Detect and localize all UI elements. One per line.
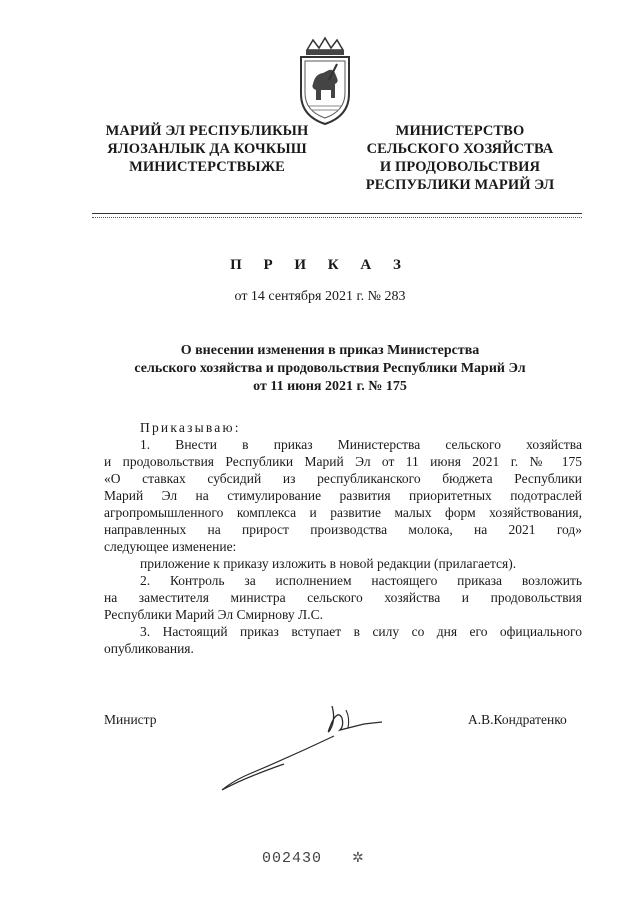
body-paragraph-1b: приложение к приказу изложить в новой редакции (прилагается).: [140, 556, 517, 571]
body-paragraph-1-line: 1. Внести в приказ Министерства сельского хозяйства: [140, 437, 582, 452]
body-paragraph-3-line: 3. Настоящий приказ вступает в силу со дня его официального: [140, 624, 582, 639]
document-body: [104, 419, 582, 657]
header-left-line: МАРИЙ ЭЛ РЕСПУБЛИКЫН: [105, 123, 309, 139]
body-paragraph-2-line: 2. Контроль за исполнением настоящего приказа возложить: [140, 573, 582, 588]
document-date-number: от 14 сентября 2021 г. № 283: [234, 289, 406, 304]
body-paragraph-1-line: направленных на прирост производства молока, на 2021 год»: [104, 522, 582, 537]
body-paragraph-1-line: агропромышленного комплекса и развитие малых форм хозяйствования,: [104, 505, 582, 520]
header-right: [340, 122, 580, 194]
body-paragraph-3-line: опубликования.: [104, 641, 194, 656]
serial-mark-icon: ✲: [352, 851, 364, 866]
handwritten-signature: [214, 700, 394, 800]
signatory-role: Министр: [104, 712, 157, 727]
body-paragraph-2-line: на заместителя министра сельского хозяйства и продовольствия: [104, 590, 582, 605]
header-right-line: СЕЛЬСКОГО ХОЗЯЙСТВА: [366, 141, 554, 157]
header-divider-dotted: [92, 217, 582, 218]
subject-line: сельского хозяйства и продовольствия Республики Марий Эл: [134, 361, 526, 376]
header-right-line: РЕСПУБЛИКИ МАРИЙ ЭЛ: [365, 177, 555, 193]
header-left-line: ЯЛОЗАНЛЫК ДА КОЧКЫШ: [107, 141, 307, 157]
coat-of-arms-icon: [293, 36, 357, 126]
body-intro: Приказываю:: [140, 420, 241, 435]
serial-number: 002430: [262, 850, 323, 867]
header-divider: [92, 213, 582, 214]
signatory-name: А.В.Кондратенко: [468, 712, 567, 727]
header-right-line: МИНИСТЕРСТВО: [395, 123, 525, 139]
header-right-line: И ПРОДОВОЛЬСТВИЯ: [379, 159, 541, 175]
header-left-line: МИНИСТЕРСТВЫЖЕ: [129, 159, 285, 175]
body-paragraph-2-line: Республики Марий Эл Смирнову Л.С.: [104, 607, 323, 622]
document-subject: [100, 342, 560, 396]
body-paragraph-1-line: «О ставках субсидий из республиканского бюджета Республики: [104, 471, 582, 486]
document-title: П Р И К А З: [230, 257, 410, 273]
body-paragraph-1-line: Марий Эл на стимулирование развития приоритетных подотраслей: [104, 488, 582, 503]
body-paragraph-1-line: и продовольствия Республики Марий Эл от 11 июня 2021 г. № 175: [104, 454, 582, 469]
body-paragraph-1-line: следующее изменение:: [104, 539, 237, 554]
subject-line: от 11 июня 2021 г. № 175: [253, 379, 407, 394]
subject-line: О внесении изменения в приказ Министерства: [180, 343, 480, 358]
header-left: [92, 122, 322, 176]
